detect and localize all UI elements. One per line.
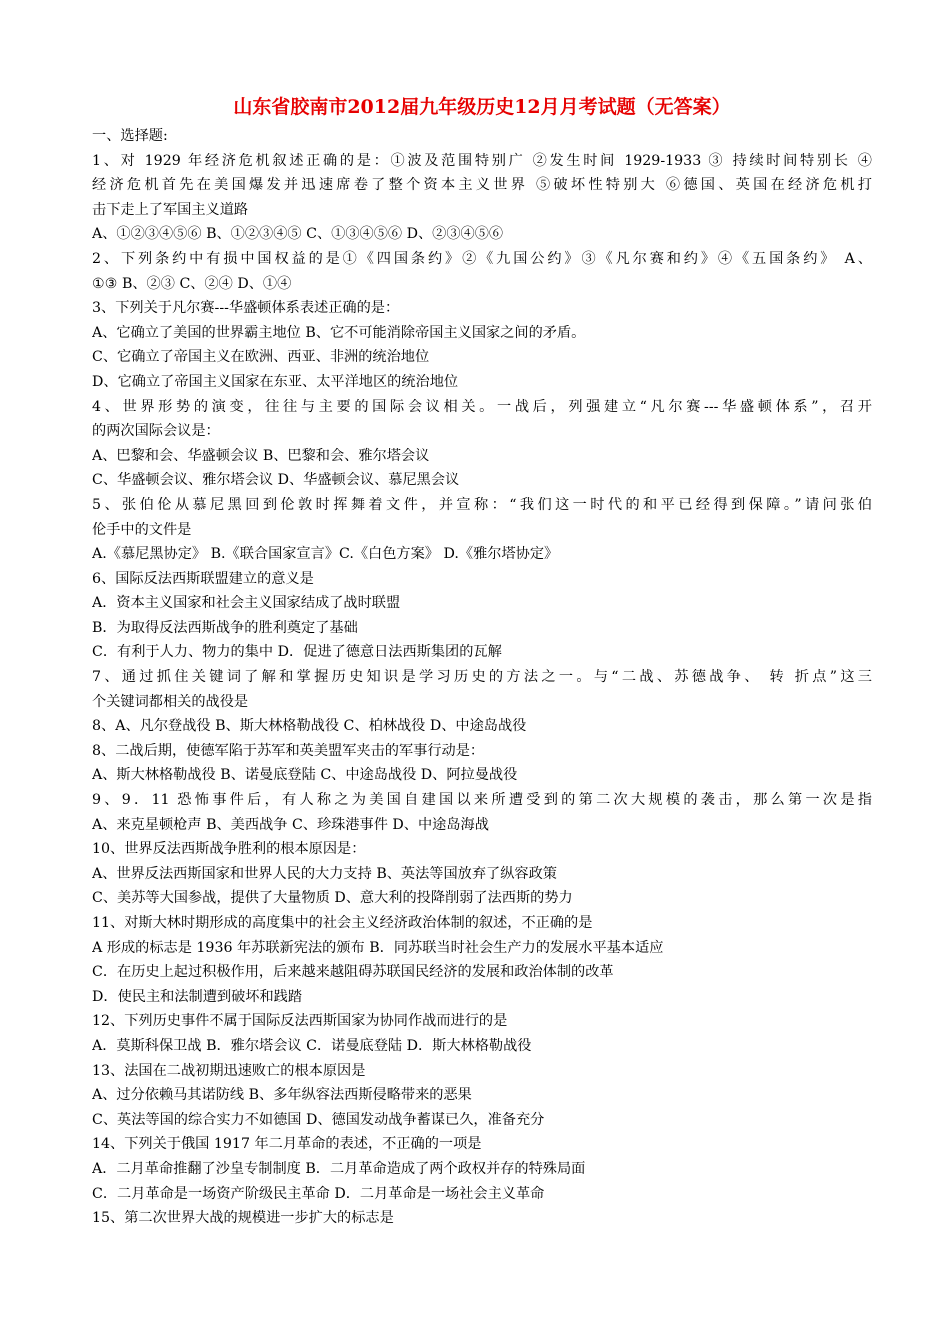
text-line: 11、对斯大林时期形成的高度集中的社会主义经济政治体制的叙述，不正确的是	[92, 915, 593, 931]
text-line: 13、法国在二战初期迅速败亡的根本原因是	[92, 1062, 366, 1079]
text-line: C、美苏等大国参战，提供了大量物质 D、意大利的投降削弱了法西斯的势力	[92, 890, 573, 907]
text-line: A、巴黎和会、华盛顿会议 B、巴黎和会、雅尔塔会议	[92, 447, 430, 464]
text-line: C．二月革命是一场资产阶级民主革命 D．二月革命是一场社会主义革命	[92, 1185, 545, 1202]
text-line: 5、张伯伦从慕尼黑回到伦敦时挥舞着文件，并宣称：“我们这一时代的和平已经得到保障。”请问张伯	[92, 496, 872, 513]
text-line: D、它确立了帝国主义国家在东亚、太平洋地区的统治地位	[92, 373, 459, 390]
text-line: A、它确立了美国的世界霸主地位 B、它不可能消除帝国主义国家之间的矛盾。	[92, 324, 586, 341]
text-line: A．二月革命推翻了沙皇专制制度 B．二月革命造成了两个政权并存的特殊局面	[92, 1160, 586, 1177]
text-line: C．有利于人力、物力的集中 D．促进了德意日法西斯集团的瓦解	[92, 644, 502, 661]
question-list	[92, 124, 872, 1231]
text-line: A．资本主义国家和社会主义国家结成了战时联盟	[92, 595, 401, 612]
text-line: 8、二战后期，使德军陷于苏军和英美盟军夹击的军事行动是：	[92, 742, 485, 759]
text-line: 3、下列关于凡尔赛---华盛顿体系表述正确的是：	[92, 300, 400, 317]
text-line: 7、通过抓住关键词了解和掌握历史知识是学习历史的方法之一。与“二战、苏德战争、 转 折点”这三	[92, 669, 872, 686]
text-line: 12、下列历史事件不属于国际反法西斯国家为协同作战而进行的是	[92, 1013, 508, 1030]
text-line: 伦手中的文件是	[92, 521, 192, 538]
text-line: C、英法等国的综合实力不如德国 D、德国发动战争蓄谋已久，准备充分	[92, 1111, 545, 1128]
text-line: 10、世界反法西斯战争胜利的根本原因是：	[92, 841, 366, 858]
page-title: 山东省胶南市2012届九年级历史12月月考试题（无答案）	[233, 96, 731, 118]
text-line: 一、选择题:	[92, 128, 168, 144]
text-line: 6、国际反法西斯联盟建立的意义是	[92, 570, 314, 587]
text-line: A．莫斯科保卫战 B．雅尔塔会议 C．诺曼底登陆 D．斯大林格勒战役	[92, 1037, 532, 1054]
text-line: B．为取得反法西斯战争的胜利奠定了基础	[92, 619, 358, 636]
text-line: A 形成的标志是 1936 年苏联新宪法的颁布 B．同苏联当时社会生产力的发展水平基本适应	[92, 939, 664, 956]
text-line: A、过分依赖马其诺防线 B、多年纵容法西斯侵略带来的恶果	[92, 1087, 472, 1104]
text-line: 击下走上了军国主义道路	[92, 201, 249, 218]
text-line: 4、世界形势的演变，往往与主要的国际会议相关。一战后，列强建立“凡尔赛---华盛顿体系”，召开	[92, 398, 872, 415]
text-line: 14、下列关于俄国 1917 年二月革命的表述，不正确的一项是	[92, 1136, 482, 1153]
text-line: 经济危机首先在美国爆发并迅速席卷了整个资本主义世界 ⑤破坏性特别大 ⑥德国、英国在经济危机打	[92, 177, 872, 194]
text-line: 15、第二次世界大战的规模进一步扩大的标志是	[92, 1210, 394, 1227]
text-line: A.《慕尼黑协定》 B.《联合国家宣言》C.《白色方案》 D.《雅尔塔协定》	[92, 546, 559, 563]
text-line: 2、下列条约中有损中国权益的是①《四国条约》②《九国公约》③《凡尔赛和约》④《五国条约》 A、	[92, 250, 872, 267]
text-line: A、斯大林格勒战役 B、诺曼底登陆 C、中途岛战役 D、阿拉曼战役	[92, 767, 518, 784]
text-line: 8、A、凡尔登战役 B、斯大林格勒战役 C、柏林战役 D、中途岛战役	[92, 718, 527, 735]
text-line: 个关键词都相关的战役是	[92, 693, 249, 710]
text-line: A、①②③④⑤⑥ B、①②③④⑤ C、①③④⑤⑥ D、②③④⑤⑥	[92, 226, 504, 243]
text-line: ①③ B、②③ C、②④ D、①④	[92, 275, 292, 292]
text-line: A、来克星顿枪声 B、美西战争 C、珍珠港事件 D、中途岛海战	[92, 816, 489, 833]
text-line: A、世界反法西斯国家和世界人民的大力支持 B、英法等国放弃了纵容政策	[92, 865, 557, 882]
text-line: D．使民主和法制遭到破坏和践踏	[92, 988, 303, 1005]
text-line: C、华盛顿会议、雅尔塔会议 D、华盛顿会议、慕尼黑会议	[92, 472, 460, 489]
exam-page	[92, 94, 872, 1231]
text-line: C、它确立了帝国主义在欧洲、西亚、非洲的统治地位	[92, 349, 430, 366]
text-line: 1、对 1929 年经济危机叙述正确的是：①波及范围特别广 ②发生时间 1929-1933 ③ 持续时间特别长 ④	[92, 152, 872, 169]
text-line: 的两次国际会议是：	[92, 423, 220, 440]
text-line: C．在历史上起过积极作用，后来越来越阻碍苏联国民经济的发展和政治体制的改革	[92, 964, 614, 981]
text-line: 9、9．11 恐怖事件后，有人称之为美国自建国以来所遭受到的第二次大规模的袭击，那么第一次是指	[92, 792, 872, 809]
